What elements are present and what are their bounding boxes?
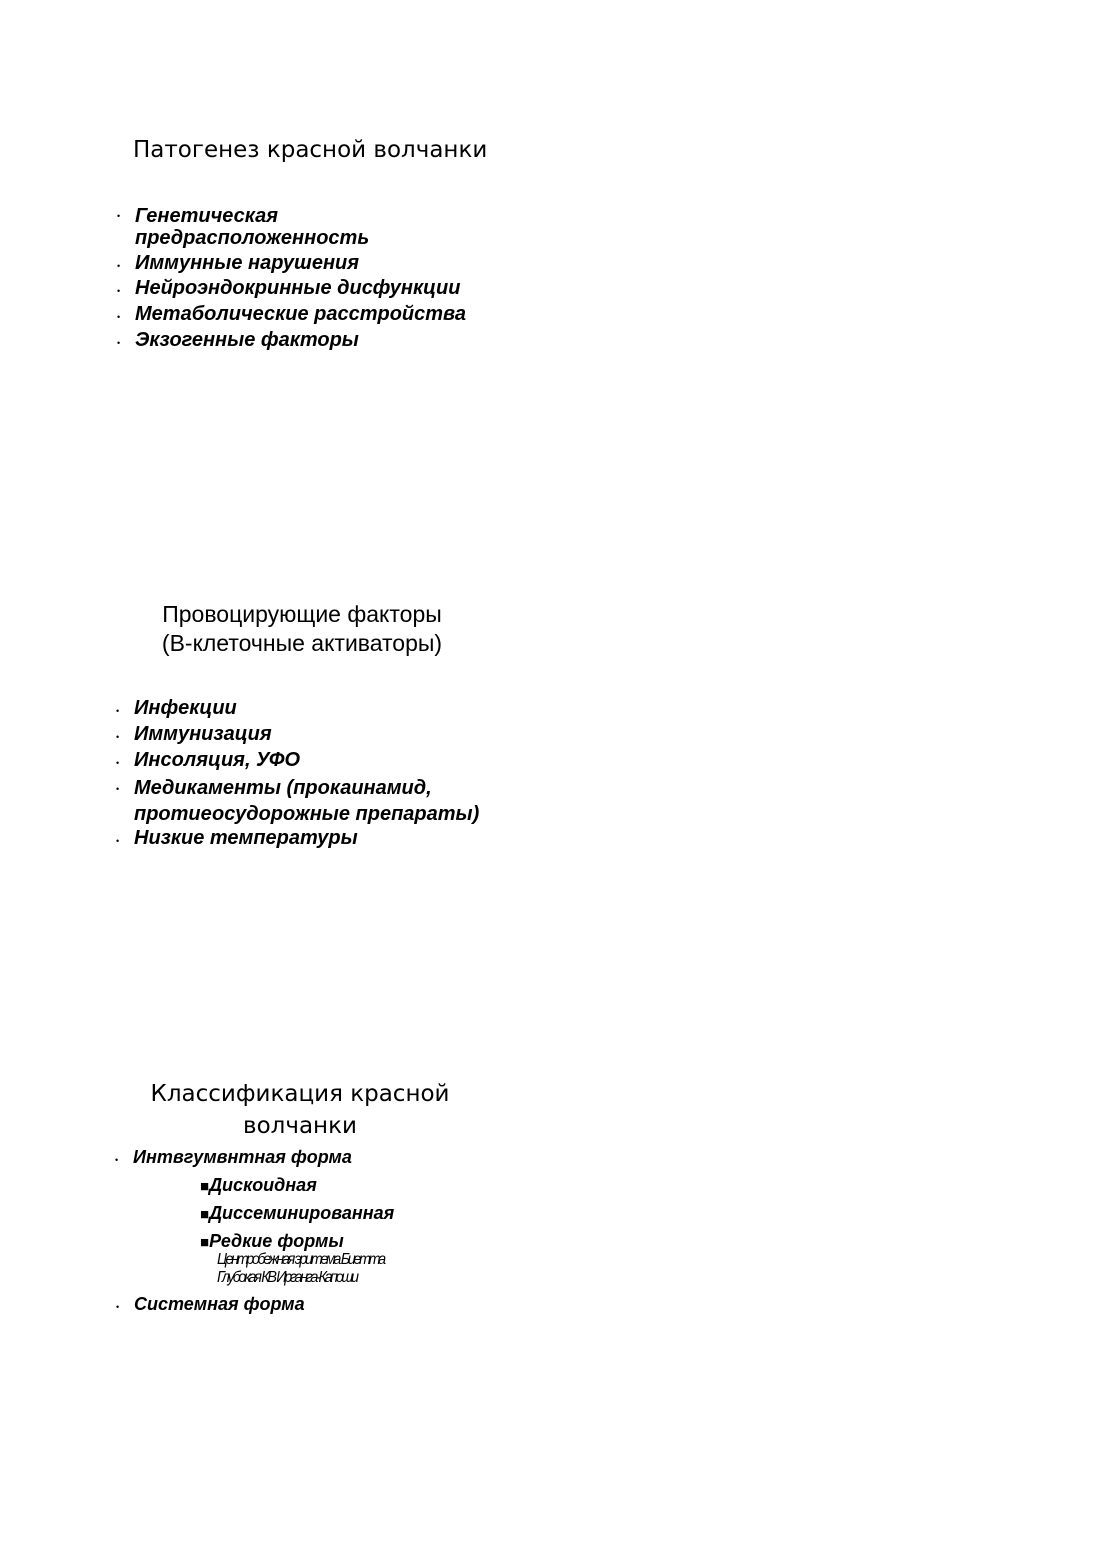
section-heading-pathogenesis: Патогенез красной волчанки <box>133 137 488 163</box>
list-bullet: • <box>117 261 121 271</box>
list-item-line: протиеосудорожные препараты) <box>134 803 480 825</box>
list-item: Метаболические расстройства <box>135 303 466 325</box>
square-bullet-icon: ■ <box>200 1206 210 1223</box>
heading-line: волчанки <box>243 1113 357 1139</box>
list-bullet: • <box>115 1155 119 1165</box>
list-bullet: • <box>116 1302 120 1312</box>
sub-list-item <box>200 1175 317 1197</box>
list-item <box>134 775 479 827</box>
square-bullet-icon: ■ <box>200 1234 210 1251</box>
list-bullet: • <box>117 312 121 322</box>
sub-list-item-label: Дискоидная <box>209 1175 317 1195</box>
rare-forms-note: Глубокая КВ Ирганга-Капоши <box>217 1269 357 1286</box>
sub-list-item <box>200 1203 394 1225</box>
list-item: Нейроэндокринные дисфункции <box>135 277 461 299</box>
list-item: Экзогенные факторы <box>135 329 359 351</box>
sub-list-item-label: Редкие формы <box>209 1231 344 1251</box>
list-item: Инфекции <box>134 697 237 719</box>
list-bullet: • <box>117 286 121 296</box>
sub-list-item-label: Диссеминированная <box>209 1203 395 1223</box>
heading-line: Провоцирующие факторы <box>162 601 442 627</box>
heading-line: (В-клеточные активаторы) <box>161 630 443 656</box>
list-bullet: • <box>117 211 121 221</box>
section-heading-classification <box>140 1078 460 1142</box>
list-item: Интвгумвнтная форма <box>133 1147 352 1167</box>
list-item-line: Генетическая <box>135 205 279 227</box>
list-item-line: предрасположенность <box>135 227 370 249</box>
list-item: Инсоляция, УФО <box>134 749 301 771</box>
square-bullet-icon: ■ <box>200 1178 210 1195</box>
list-item: Системная форма <box>134 1294 305 1314</box>
list-item: Низкие температуры <box>134 827 358 849</box>
list-bullet: • <box>116 732 120 742</box>
list-bullet: • <box>116 706 120 716</box>
list-item: Иммунизация <box>134 723 272 745</box>
sub-list-item <box>200 1231 344 1253</box>
rare-forms-note: Центробежная эритема Биетта <box>217 1251 384 1268</box>
list-bullet: • <box>117 338 121 348</box>
heading-line: Классификация красной <box>150 1081 450 1107</box>
list-bullet: • <box>116 836 120 846</box>
list-item <box>135 205 369 249</box>
list-item-line: Медикаменты (прокаинамид, <box>134 777 432 799</box>
section-heading-provoking-factors <box>143 600 461 658</box>
list-bullet: • <box>116 784 120 794</box>
list-bullet: • <box>116 758 120 768</box>
list-item: Иммунные нарушения <box>135 252 360 274</box>
